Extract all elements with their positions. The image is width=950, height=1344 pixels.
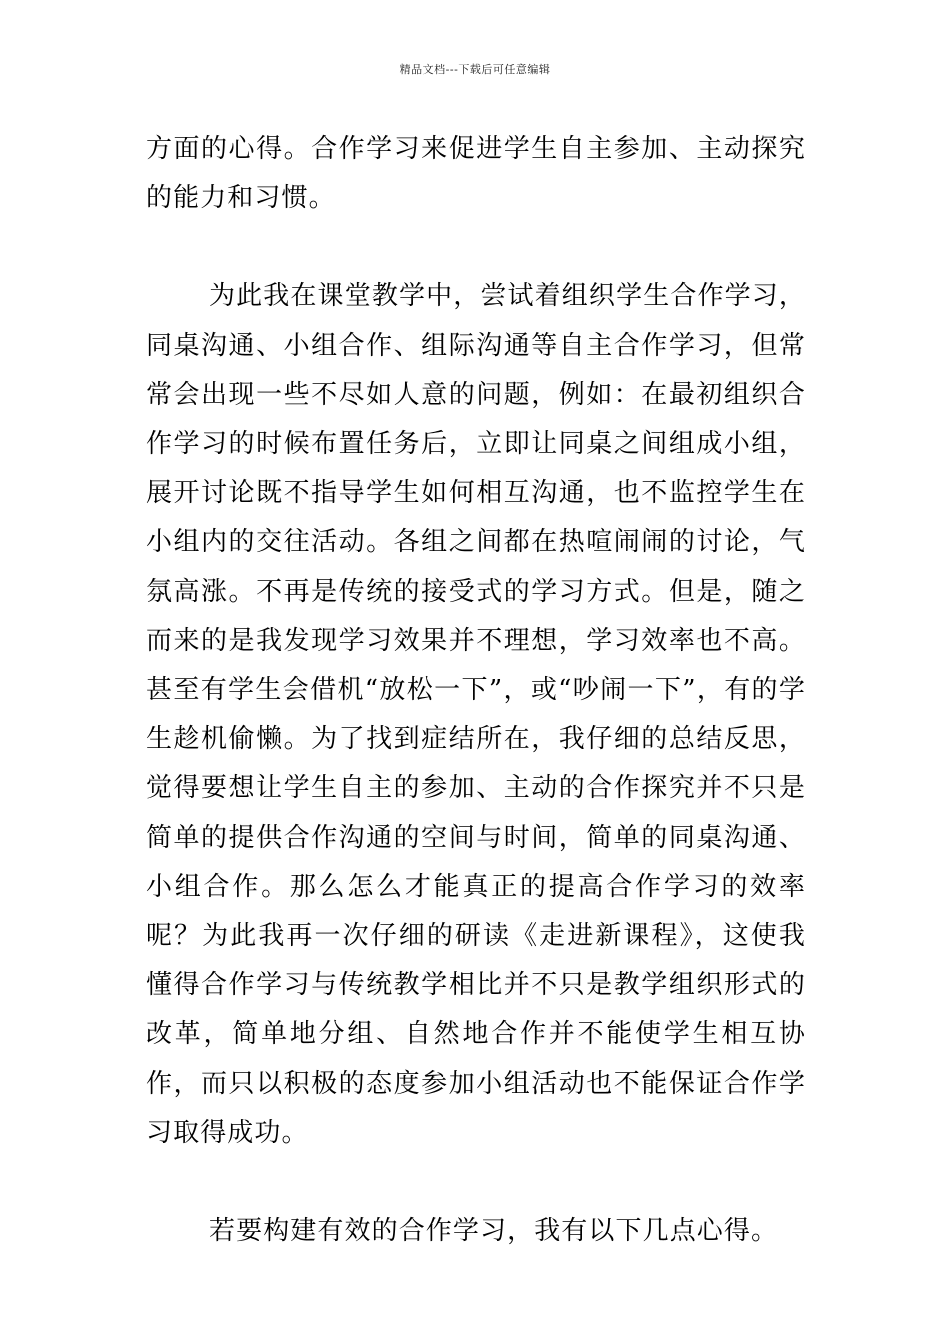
paragraph-continuation: 方面的心得。合作学习来促进学生自主参加、主动探究的能力和习惯。 (146, 134, 806, 214)
document-body (146, 125, 806, 1256)
page-header: 精品文档---下载后可任意编辑 (399, 63, 551, 76)
paragraph-conclusion: 若要构建有效的合作学习，我有以下几点心得。 (209, 1216, 779, 1247)
paragraph-main: 为此我在课堂教学中，尝试着组织学生合作学习，同桌沟通、小组合作、组际沟通等自主合作学习，但常常会出现一些不尽如人意的问题，例如：在最初组织合作学习的时候布置任务后，立即让同桌之间组成小组，展开讨论既不指导学生如何相互沟通，也不监控学生在小组内的交往活动。各组之间都在热喧闹闹的讨论，气氛高涨。不再是传统的接受式的学习方式。但是，随之而来的是我发现学习效果并不理想，学习效率也不高。甚至有学生会借机“放松一下”，或“吵闹一下”，有的学生趁机偷懒。为了找到症结所在，我仔细的总结反思，觉得要想让学生自主的参加、主动的合作探究并不只是简单的提供合作沟通的空间与时间，简单的同桌沟通、小组合作。那么怎么才能真正的提高合作学习的效率呢？为此我再一次仔细的研读《走进新课程》，这使我懂得合作学习与传统教学相比并不只是教学组织形式的改革，简单地分组、自然地合作并不能使学生相互协作，而只以积极的态度参加小组活动也不能保证合作学习取得成功。 (146, 281, 806, 1148)
